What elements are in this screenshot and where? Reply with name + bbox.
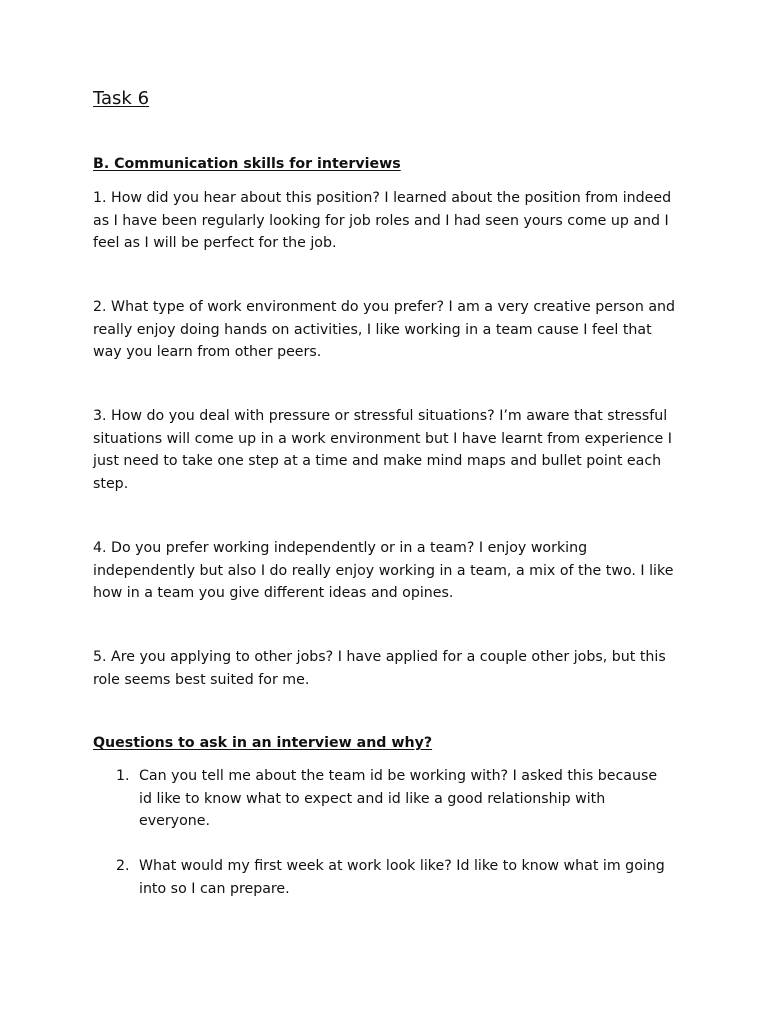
answer-4: 4. Do you prefer working independently or in a team? I enjoy working independently but also I do really enjoy working in a team, a mix of the two. I like how in a team you give different ideas and opines. [93,540,674,601]
list-number: 2. [116,858,130,874]
answer-2: 2. What type of work environment do you prefer? I am a very creative person and really enjoy doing hands on activities, I like working in a team cause I feel that way you learn from other peers. [93,299,676,360]
answer-5: 5. Are you applying to other jobs? I have applied for a couple other jobs, but this role seems best suited for me. [93,649,666,688]
list-number: 1. [116,768,130,784]
document-title: Task 6 [93,88,150,109]
list-item-text: What would my first week at work look like? Id like to know what im going into so I can prepare. [139,858,665,897]
question-list-item-1 [93,765,678,833]
list-item-text: Can you tell me about the team id be working with? I asked this because id like to know what to expect and id like a good relationship with everyone. [139,768,658,829]
answer-3: 3. How do you deal with pressure or stressful situations? I’m aware that stressful situations will come up in a work environment but I have learnt from experience I just need to take one step at a time and make mind maps and bullet point each step. [93,408,672,492]
section-b-heading: B. Communication skills for interviews [93,156,401,172]
questions-heading: Questions to ask in an interview and why? [93,735,433,751]
answer-1: 1. How did you hear about this position? I learned about the position from indeed as I have been regularly looking for job roles and I had seen yours come up and I feel as I will be perfect for the job. [93,190,672,251]
question-list-item-2 [93,855,678,900]
